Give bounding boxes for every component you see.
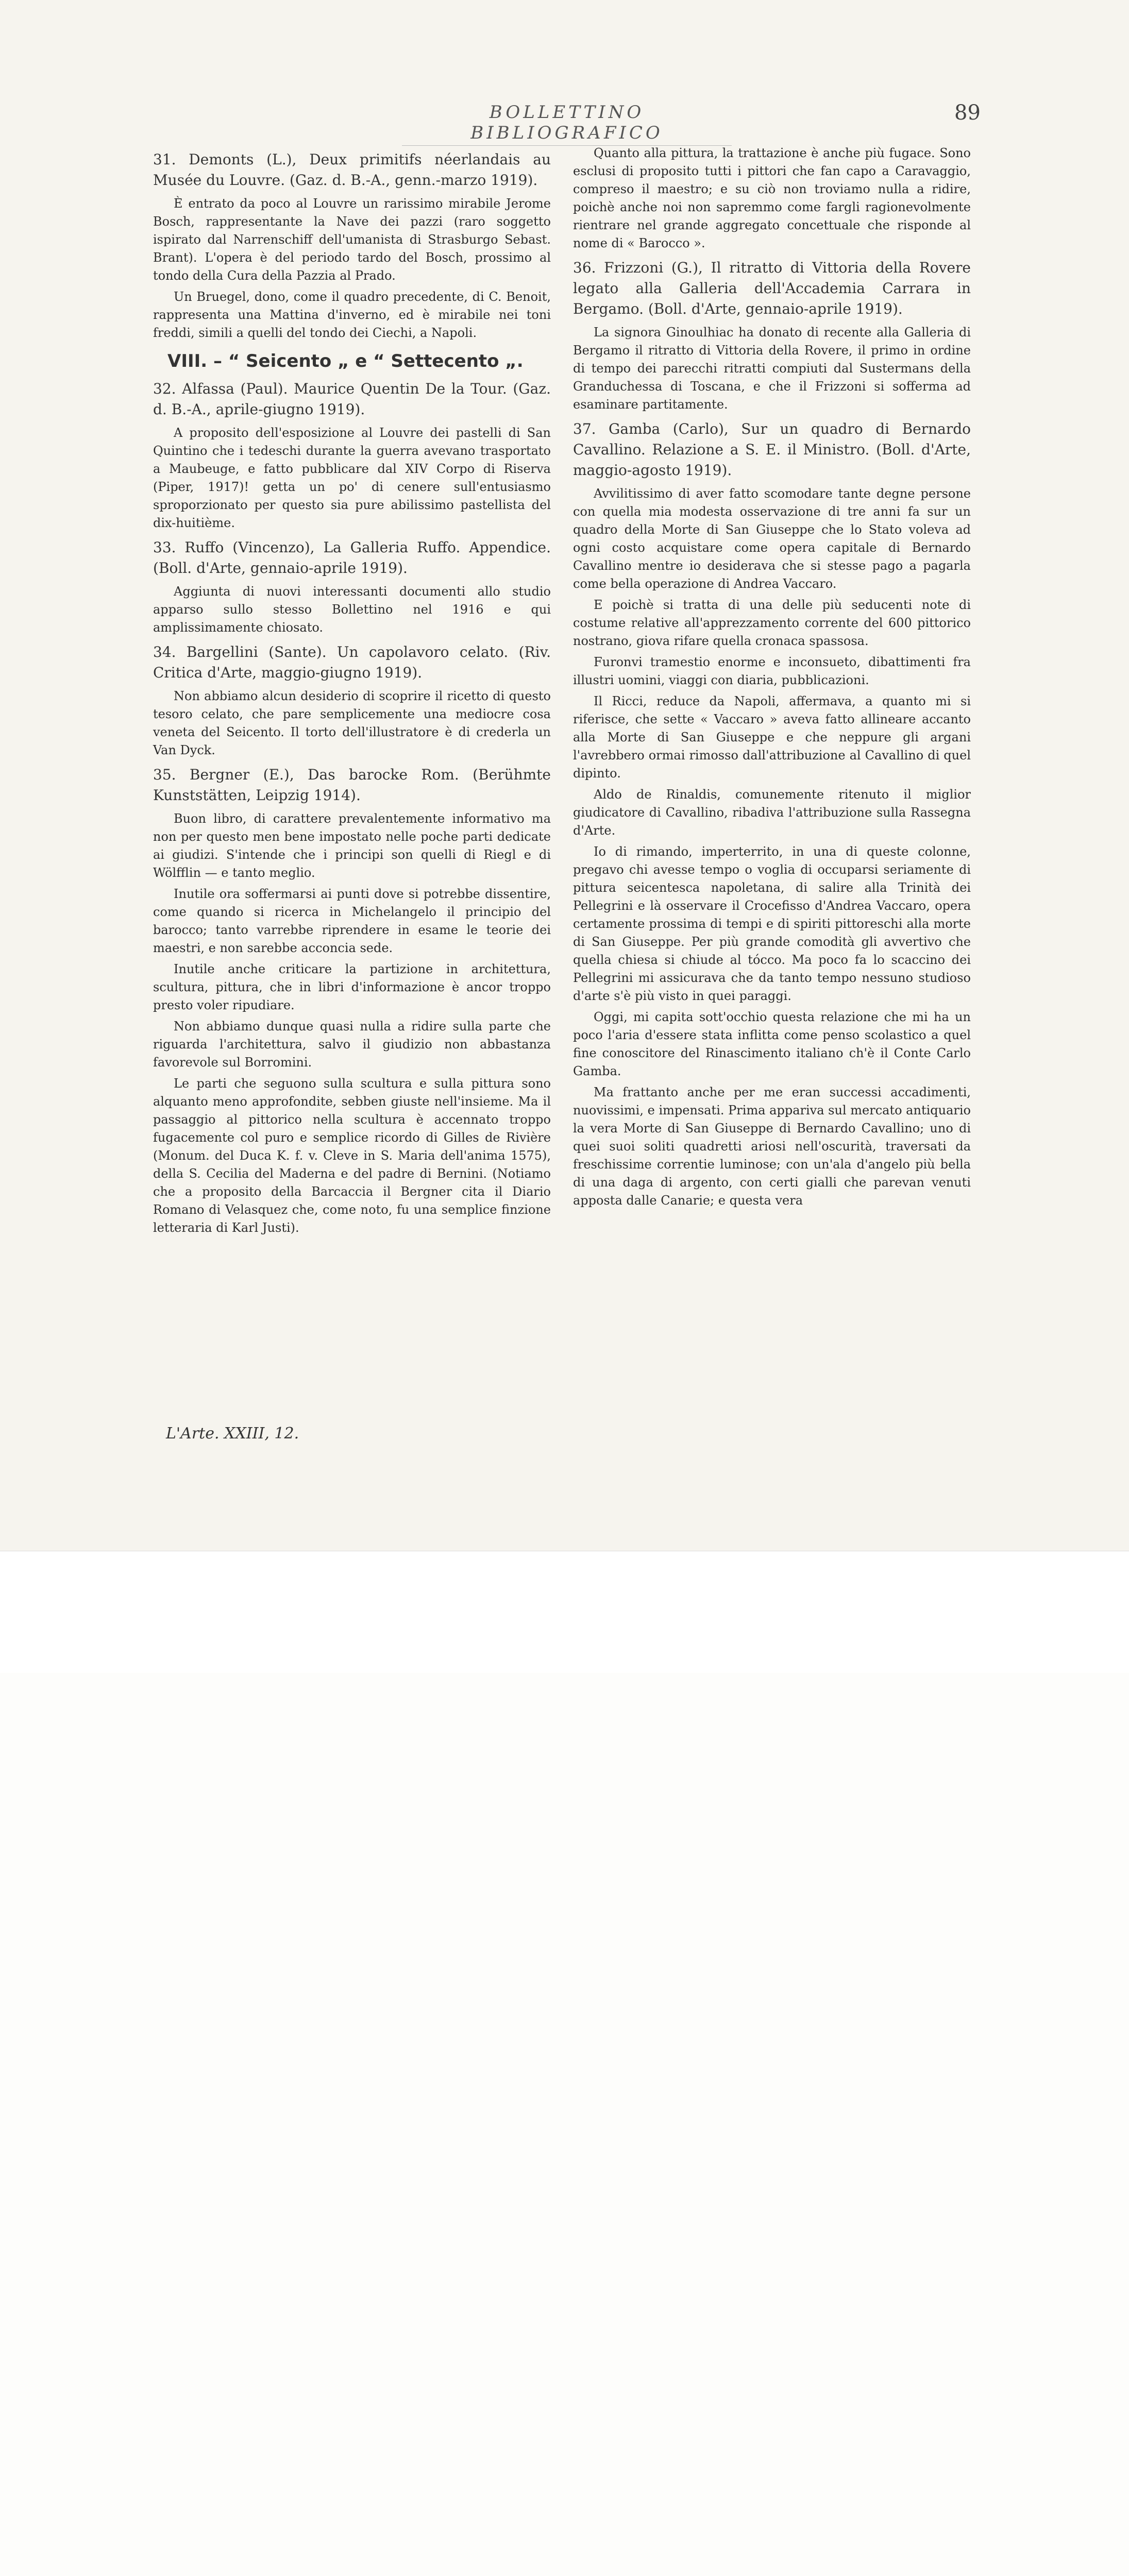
- entry-37-paragraph: Il Ricci, reduce da Napoli, affermava, a quanto mi si riferisce, che sette « Vaccaro » aveva fatto allineare accanto alla Morte di San Giuseppe e che neppure gli argani l'avrebbero ormai rimosso dall'attribuzione al Cavallino di quel dipinto.: [573, 694, 971, 781]
- entry-31-paragraph: È entrato da poco al Louvre un rarissimo mirabile Jerome Bosch, rappresentante la Nave dei pazzi (raro soggetto ispirato dal Narrenschiff dell'umanista di Strasburgo Sebast. Brant). L'opera è del periodo tardo del Bosch, prossimo al tondo della Cura della Pazzia al Prado.: [153, 196, 551, 283]
- entry-31-heading: 31. Demonts (L.), Deux primitifs néerlandais au Musée du Louvre. (Gaz. d. B.-A., genn.-marzo 1919).: [153, 151, 551, 189]
- entry-37-paragraph: Io di rimando, imperterrito, in una di queste colonne, pregavo chi avesse tempo o voglia di occuparsi seriamente di pittura seicentesca napoletana, di salire alla Trinità dei Pellegrini e là osservare il Crocefisso d'Andrea Vaccaro, opera certamente prossima di tempi e di spiriti pittoreschi alla morte di San Giuseppe. Per più grande comodità gli avvertivo che quella chiesa si chiude al tócco. Ma poco fa lo scaccino dei Pellegrini mi assicurava che da tanto tempo nessuno studioso d'arte s'è più visto in quei paraggi.: [573, 844, 971, 1003]
- digitization-footer: [0, 1551, 1129, 1673]
- right-column: [573, 144, 971, 1213]
- entry-35-paragraph: Le parti che seguono sulla scultura e sulla pittura sono alquanto meno approfondite, sebben giuste nell'insieme. Ma il passaggio al pittorico nella scultura è accennato troppo fugacemente col puro e semplice ricordo di Gilles de Rivière (Monum. del Duca K. f. v. Cleve in S. Maria dell'anima 1575), della S. Cecilia del Maderna e del padre di Bernini. (Notiamo che a proposito della Barcaccia il Bergner cita il Diario Romano di Velasquez che, come noto, fu una semplice finzione letteraria di Karl Justi).: [153, 1076, 551, 1235]
- entry-37-paragraph: Furonvi tramestio enorme e inconsueto, dibattimenti fra illustri uomini, viaggi con diaria, pubblicazioni.: [573, 655, 971, 687]
- entry-35-heading: 35. Bergner (E.), Das barocke Rom. (Berühmte Kunststätten, Leipzig 1914).: [153, 766, 551, 804]
- entry-33-heading: 33. Ruffo (Vincenzo), La Galleria Ruffo. Appendice. (Boll. d'Arte, gennaio-aprile 1919).: [153, 539, 551, 577]
- entry-33-paragraph: Aggiunta di nuovi interessanti documenti allo studio apparso sullo stesso Bollettino nel 1916 e qui amplissimamente chiosato.: [153, 584, 551, 635]
- entry-35-paragraph: Buon libro, di carattere prevalentemente informativo ma non per questo men bene impostato nelle poche parti dedicate ai giudizi. S'intende che i principi son quelli di Riegl e di Wölfflin — e tanto meglio.: [153, 811, 551, 880]
- entry-35-paragraph: Inutile anche criticare la partizione in architettura, scultura, pittura, che in libri d'informazione è ancor troppo presto voler ripudiare.: [153, 962, 551, 1012]
- running-head: BOLLETTINO BIBLIOGRAFICO: [402, 102, 732, 146]
- entry-35-paragraph: Non abbiamo dunque quasi nulla a ridire sulla parte che riguarda l'architettura, salvo il giudizio non abbastanza favorevole sul Borromini.: [153, 1019, 551, 1070]
- entry-37-paragraph: Ma frattanto anche per me eran successi accadimenti, nuovissimi, e impensati. Prima appariva sul mercato antiquario la vera Morte di San Giuseppe di Bernardo Cavallino; uno di quei suoi soliti quadretti ariosi nell'oscurità, traversati da freschissime correntie luminose; con un'ala d'angelo più bella di una daga di argento, con certi gialli che parevan venuti apposta dalle Canarie; e questa vera: [573, 1085, 971, 1208]
- continued-paragraph: Quanto alla pittura, la trattazione è anche più fugace. Sono esclusi di proposito tutti i pittori che fan capo a Caravaggio, compreso il maestro; e su ciò non troviamo nulla a ridire, poichè anche noi non sapremmo come fargli ragionevolmente rientrare nel grande aggregato concettuale che risponde al nome di « Barocco ».: [573, 146, 971, 250]
- entry-32-paragraph: A proposito dell'esposizione al Louvre dei pastelli di San Quintino che i tedeschi durante la guerra avevano trasportato a Maubeuge, e fatto pubblicare dal XIV Corpo di Riserva (Piper, 1917)! getta un po' di cenere sull'entusiasmo sproporzionato per questo sia pure abilissimo pastellista del dix-huitième.: [153, 426, 551, 530]
- entry-32-heading: 32. Alfassa (Paul). Maurice Quentin De la Tour. (Gaz. d. B.-A., aprile-giugno 1919).: [153, 380, 551, 418]
- entry-34-paragraph: Non abbiamo alcun desiderio di scoprire il ricetto di questo tesoro celato, che pare semplicemente una mediocre cosa veneta del Seicento. Il torto dell'illustratore è di crederla un Van Dyck.: [153, 689, 551, 757]
- entry-36-paragraph: La signora Ginoulhiac ha donato di recente alla Galleria di Bergamo il ritratto di Vittoria della Rovere, il primo in ordine di tempo dei parecchi ritratti compiuti dal Sustermans della Granduchessa di Toscana, e che il Frizzoni si sofferma ad esaminare partitamente.: [573, 325, 971, 412]
- entry-36-heading: 36. Frizzoni (G.), Il ritratto di Vittoria della Rovere legato alla Galleria dell'Accademia Carrara in Bergamo. (Boll. d'Arte, gennaio-aprile 1919).: [573, 259, 971, 317]
- entry-34-heading: 34. Bargellini (Sante). Un capolavoro celato. (Riv. Critica d'Arte, maggio-giugno 1919).: [153, 643, 551, 681]
- entry-37-paragraph: Avvilitissimo di aver fatto scomodare tante degne persone con quella mia modesta osservazione di tre anni fa sur un quadro della Morte di San Giuseppe che lo Stato voleva ad ogni costo acquistare come opera capitale di Bernardo Cavallino mentre io desiderava che si stesse pago a pagarla come bella operazione di Andrea Vaccaro.: [573, 486, 971, 591]
- page-number: 89: [954, 101, 981, 125]
- entry-35-paragraph: Inutile ora soffermarsi ai punti dove si potrebbe dissentire, come quando si ricerca in Michelangelo il principio del barocco; tanto varrebbe riprendere in esame le teorie dei maestri, e non sarebbe acconcia sede.: [153, 887, 551, 955]
- section-heading: VIII. – “ Seicento „ e “ Settecento „.: [167, 351, 524, 371]
- entry-31-paragraph: Un Bruegel, dono, come il quadro precedente, di C. Benoit, rappresenta una Mattina d'inverno, ed è mirabile nei toni freddi, simili a quelli del tondo dei Ciechi, a Napoli.: [153, 290, 551, 340]
- journal-signature: L'Arte. XXIII, 12.: [166, 1425, 299, 1443]
- left-column: [153, 144, 551, 1240]
- entry-37-paragraph: Aldo de Rinaldis, comunemente ritenuto il miglior giudicatore di Cavallino, ribadiva l'attribuzione sulla Rassegna d'Arte.: [573, 787, 971, 838]
- entry-37-heading: 37. Gamba (Carlo), Sur un quadro di Bernardo Cavallino. Relazione a S. E. il Ministro. (Boll. d'Arte, maggio-agosto 1919).: [573, 420, 971, 479]
- entry-37-paragraph: Oggi, mi capita sott'occhio questa relazione che mi ha un poco l'aria d'essere stata inflitta come penso scolastico a quel fine conoscitore del Rinascimento italiano ch'è il Conte Carlo Gamba.: [573, 1010, 971, 1078]
- entry-37-paragraph: E poichè si tratta di una delle più seducenti note di costume relative all'apprezzamento corrente del 600 pittorico nostrano, giova rifare quella cronaca spassosa.: [573, 598, 971, 648]
